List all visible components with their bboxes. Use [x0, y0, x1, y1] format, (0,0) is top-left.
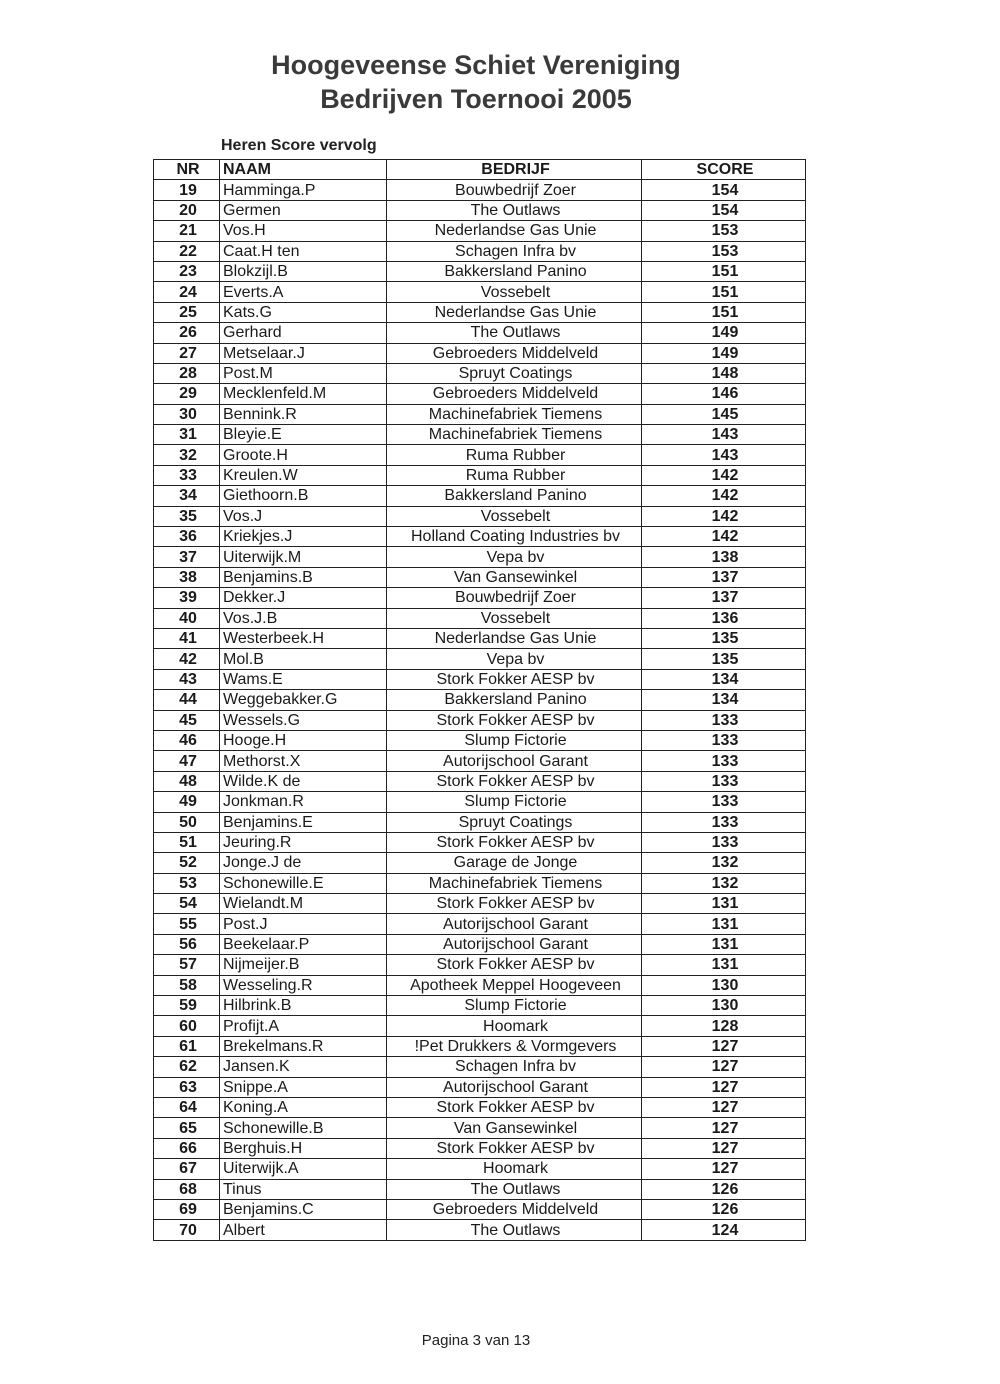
cell-score: 133 — [642, 832, 806, 852]
cell-nr: 28 — [154, 363, 220, 383]
cell-naam: Bennink.R — [220, 404, 387, 424]
cell-naam: Mecklenfeld.M — [220, 384, 387, 404]
cell-score: 131 — [642, 955, 806, 975]
cell-bedrijf: Stork Fokker AESP bv — [387, 955, 642, 975]
cell-naam: Post.J — [220, 914, 387, 934]
table-row — [154, 1220, 806, 1240]
table-row — [154, 221, 806, 241]
table-row — [154, 690, 806, 710]
section-subheading: Heren Score vervolg — [221, 137, 377, 154]
table-row — [154, 1138, 806, 1158]
table-row — [154, 669, 806, 689]
cell-nr: 33 — [154, 465, 220, 485]
cell-naam: Gerhard — [220, 323, 387, 343]
table-row — [154, 751, 806, 771]
table-body — [154, 180, 806, 1240]
cell-bedrijf: Schagen Infra bv — [387, 241, 642, 261]
cell-bedrijf: Bakkersland Panino — [387, 486, 642, 506]
cell-naam: Hooge.H — [220, 730, 387, 750]
cell-score: 142 — [642, 465, 806, 485]
cell-nr: 29 — [154, 384, 220, 404]
cell-score: 131 — [642, 914, 806, 934]
table-row — [154, 649, 806, 669]
cell-nr: 43 — [154, 669, 220, 689]
cell-bedrijf: Gebroeders Middelveld — [387, 1199, 642, 1219]
cell-bedrijf: Ruma Rubber — [387, 445, 642, 465]
table-row — [154, 1057, 806, 1077]
table-row — [154, 261, 806, 281]
table-row — [154, 628, 806, 648]
cell-nr: 65 — [154, 1118, 220, 1138]
cell-score: 127 — [642, 1138, 806, 1158]
cell-bedrijf: The Outlaws — [387, 200, 642, 220]
cell-nr: 53 — [154, 873, 220, 893]
cell-nr: 22 — [154, 241, 220, 261]
cell-nr: 52 — [154, 853, 220, 873]
cell-nr: 41 — [154, 628, 220, 648]
cell-nr: 32 — [154, 445, 220, 465]
cell-bedrijf: The Outlaws — [387, 323, 642, 343]
page-number: Pagina 3 van 13 — [421, 1332, 531, 1349]
cell-nr: 25 — [154, 302, 220, 322]
cell-naam: Methorst.X — [220, 751, 387, 771]
cell-naam: Dekker.J — [220, 588, 387, 608]
cell-nr: 19 — [154, 180, 220, 200]
cell-naam: Brekelmans.R — [220, 1036, 387, 1056]
table-row — [154, 241, 806, 261]
table-row — [154, 771, 806, 791]
document-title — [0, 48, 952, 116]
cell-bedrijf: Stork Fokker AESP bv — [387, 669, 642, 689]
table-row — [154, 1016, 806, 1036]
cell-naam: Benjamins.C — [220, 1199, 387, 1219]
cell-naam: Schonewille.E — [220, 873, 387, 893]
cell-bedrijf: Holland Coating Industries bv — [387, 527, 642, 547]
cell-bedrijf: Van Gansewinkel — [387, 1118, 642, 1138]
column-header-score: SCORE — [642, 160, 806, 180]
cell-bedrijf: Vossebelt — [387, 282, 642, 302]
cell-bedrijf: Stork Fokker AESP bv — [387, 894, 642, 914]
cell-bedrijf: Hoomark — [387, 1159, 642, 1179]
table-row — [154, 363, 806, 383]
cell-score: 126 — [642, 1199, 806, 1219]
cell-naam: Jonkman.R — [220, 792, 387, 812]
cell-score: 151 — [642, 282, 806, 302]
cell-bedrijf: Slump Fictorie — [387, 792, 642, 812]
cell-score: 130 — [642, 975, 806, 995]
cell-bedrijf: Vossebelt — [387, 608, 642, 628]
cell-bedrijf: Stork Fokker AESP bv — [387, 1097, 642, 1117]
cell-score: 124 — [642, 1220, 806, 1240]
cell-nr: 60 — [154, 1016, 220, 1036]
cell-nr: 64 — [154, 1097, 220, 1117]
cell-naam: Uiterwijk.A — [220, 1159, 387, 1179]
table-row — [154, 914, 806, 934]
cell-naam: Benjamins.B — [220, 567, 387, 587]
cell-nr: 31 — [154, 425, 220, 445]
cell-bedrijf: Apotheek Meppel Hoogeveen — [387, 975, 642, 995]
cell-nr: 26 — [154, 323, 220, 343]
cell-nr: 57 — [154, 955, 220, 975]
cell-nr: 68 — [154, 1179, 220, 1199]
table-row — [154, 200, 806, 220]
cell-naam: Nijmeijer.B — [220, 955, 387, 975]
cell-bedrijf: Nederlandse Gas Unie — [387, 628, 642, 648]
cell-nr: 36 — [154, 527, 220, 547]
cell-score: 153 — [642, 241, 806, 261]
cell-score: 127 — [642, 1118, 806, 1138]
cell-score: 128 — [642, 1016, 806, 1036]
table-row — [154, 975, 806, 995]
cell-score: 148 — [642, 363, 806, 383]
cell-score: 151 — [642, 261, 806, 281]
table-row — [154, 1199, 806, 1219]
cell-naam: Giethoorn.B — [220, 486, 387, 506]
cell-score: 131 — [642, 934, 806, 954]
cell-naam: Wessels.G — [220, 710, 387, 730]
cell-nr: 44 — [154, 690, 220, 710]
cell-nr: 56 — [154, 934, 220, 954]
cell-naam: Metselaar.J — [220, 343, 387, 363]
cell-bedrijf: Vepa bv — [387, 547, 642, 567]
cell-bedrijf: Gebroeders Middelveld — [387, 343, 642, 363]
table-row — [154, 955, 806, 975]
cell-nr: 54 — [154, 894, 220, 914]
cell-score: 146 — [642, 384, 806, 404]
cell-naam: Mol.B — [220, 649, 387, 669]
cell-score: 134 — [642, 669, 806, 689]
cell-score: 149 — [642, 343, 806, 363]
table-row — [154, 404, 806, 424]
table-row — [154, 506, 806, 526]
cell-nr: 47 — [154, 751, 220, 771]
cell-score: 127 — [642, 1036, 806, 1056]
cell-score: 132 — [642, 853, 806, 873]
cell-bedrijf: Ruma Rubber — [387, 465, 642, 485]
table-row — [154, 1159, 806, 1179]
cell-naam: Jeuring.R — [220, 832, 387, 852]
cell-naam: Tinus — [220, 1179, 387, 1199]
table-row — [154, 486, 806, 506]
cell-score: 151 — [642, 302, 806, 322]
cell-naam: Kriekjes.J — [220, 527, 387, 547]
cell-naam: Post.M — [220, 363, 387, 383]
cell-nr: 63 — [154, 1077, 220, 1097]
table-row — [154, 343, 806, 363]
cell-score: 127 — [642, 1159, 806, 1179]
cell-bedrijf: Bouwbedrijf Zoer — [387, 588, 642, 608]
table-row — [154, 1179, 806, 1199]
cell-score: 137 — [642, 588, 806, 608]
column-header-naam: NAAM — [220, 160, 387, 180]
cell-naam: Blokzijl.B — [220, 261, 387, 281]
table-row — [154, 608, 806, 628]
cell-score: 143 — [642, 425, 806, 445]
title-line-2: Bedrijven Toernooi 2005 — [320, 84, 632, 114]
cell-bedrijf: Autorijschool Garant — [387, 1077, 642, 1097]
table-row — [154, 730, 806, 750]
cell-bedrijf: Machinefabriek Tiemens — [387, 404, 642, 424]
cell-nr: 42 — [154, 649, 220, 669]
cell-score: 133 — [642, 710, 806, 730]
cell-nr: 66 — [154, 1138, 220, 1158]
table-row — [154, 588, 806, 608]
cell-score: 143 — [642, 445, 806, 465]
cell-nr: 61 — [154, 1036, 220, 1056]
cell-bedrijf: Stork Fokker AESP bv — [387, 710, 642, 730]
cell-score: 130 — [642, 996, 806, 1016]
cell-naam: Wilde.K de — [220, 771, 387, 791]
table-row — [154, 894, 806, 914]
table-row — [154, 180, 806, 200]
cell-bedrijf: Vossebelt — [387, 506, 642, 526]
cell-score: 135 — [642, 628, 806, 648]
table-row — [154, 547, 806, 567]
cell-nr: 21 — [154, 221, 220, 241]
cell-score: 133 — [642, 730, 806, 750]
cell-naam: Berghuis.H — [220, 1138, 387, 1158]
column-header-bedrijf: BEDRIJF — [387, 160, 642, 180]
table-row — [154, 832, 806, 852]
table-row — [154, 465, 806, 485]
table-row — [154, 812, 806, 832]
table-row — [154, 302, 806, 322]
cell-bedrijf: Machinefabriek Tiemens — [387, 425, 642, 445]
cell-bedrijf: Autorijschool Garant — [387, 751, 642, 771]
cell-bedrijf: Nederlandse Gas Unie — [387, 221, 642, 241]
cell-score: 132 — [642, 873, 806, 893]
cell-naam: Wielandt.M — [220, 894, 387, 914]
cell-naam: Jonge.J de — [220, 853, 387, 873]
cell-score: 127 — [642, 1057, 806, 1077]
cell-naam: Profijt.A — [220, 1016, 387, 1036]
cell-naam: Germen — [220, 200, 387, 220]
cell-nr: 20 — [154, 200, 220, 220]
cell-score: 154 — [642, 180, 806, 200]
cell-bedrijf: Autorijschool Garant — [387, 934, 642, 954]
cell-nr: 39 — [154, 588, 220, 608]
cell-nr: 27 — [154, 343, 220, 363]
cell-nr: 30 — [154, 404, 220, 424]
cell-score: 137 — [642, 567, 806, 587]
cell-bedrijf: Stork Fokker AESP bv — [387, 1138, 642, 1158]
cell-nr: 51 — [154, 832, 220, 852]
cell-bedrijf: Van Gansewinkel — [387, 567, 642, 587]
cell-nr: 46 — [154, 730, 220, 750]
cell-bedrijf: Bakkersland Panino — [387, 261, 642, 281]
cell-score: 149 — [642, 323, 806, 343]
table-row — [154, 1118, 806, 1138]
cell-score: 153 — [642, 221, 806, 241]
cell-naam: Snippe.A — [220, 1077, 387, 1097]
cell-score: 142 — [642, 486, 806, 506]
table-row — [154, 384, 806, 404]
cell-nr: 23 — [154, 261, 220, 281]
cell-nr: 34 — [154, 486, 220, 506]
cell-score: 138 — [642, 547, 806, 567]
cell-bedrijf: Slump Fictorie — [387, 996, 642, 1016]
title-line-1: Hoogeveense Schiet Vereniging — [271, 50, 681, 80]
cell-bedrijf: Garage de Jonge — [387, 853, 642, 873]
cell-naam: Westerbeek.H — [220, 628, 387, 648]
cell-naam: Uiterwijk.M — [220, 547, 387, 567]
table-row — [154, 853, 806, 873]
table-row — [154, 527, 806, 547]
cell-bedrijf: Stork Fokker AESP bv — [387, 771, 642, 791]
cell-score: 127 — [642, 1077, 806, 1097]
cell-score: 133 — [642, 771, 806, 791]
cell-naam: Kats.G — [220, 302, 387, 322]
cell-score: 134 — [642, 690, 806, 710]
cell-score: 142 — [642, 527, 806, 547]
cell-bedrijf: !Pet Drukkers & Vormgevers — [387, 1036, 642, 1056]
cell-nr: 40 — [154, 608, 220, 628]
cell-naam: Jansen.K — [220, 1057, 387, 1077]
cell-score: 126 — [642, 1179, 806, 1199]
cell-bedrijf: The Outlaws — [387, 1220, 642, 1240]
cell-naam: Wams.E — [220, 669, 387, 689]
cell-naam: Wesseling.R — [220, 975, 387, 995]
cell-nr: 58 — [154, 975, 220, 995]
cell-naam: Bleyie.E — [220, 425, 387, 445]
cell-naam: Caat.H ten — [220, 241, 387, 261]
cell-bedrijf: Bakkersland Panino — [387, 690, 642, 710]
cell-bedrijf: Machinefabriek Tiemens — [387, 873, 642, 893]
cell-naam: Vos.H — [220, 221, 387, 241]
table-row — [154, 934, 806, 954]
cell-nr: 48 — [154, 771, 220, 791]
cell-bedrijf: Bouwbedrijf Zoer — [387, 180, 642, 200]
cell-naam: Everts.A — [220, 282, 387, 302]
cell-naam: Schonewille.B — [220, 1118, 387, 1138]
cell-score: 133 — [642, 751, 806, 771]
cell-naam: Vos.J — [220, 506, 387, 526]
cell-bedrijf: Stork Fokker AESP bv — [387, 832, 642, 852]
table-row — [154, 996, 806, 1016]
score-table — [153, 159, 806, 1241]
cell-nr: 69 — [154, 1199, 220, 1219]
table-row — [154, 873, 806, 893]
table-row — [154, 710, 806, 730]
cell-nr: 35 — [154, 506, 220, 526]
cell-bedrijf: The Outlaws — [387, 1179, 642, 1199]
cell-bedrijf: Spruyt Coatings — [387, 363, 642, 383]
cell-naam: Albert — [220, 1220, 387, 1240]
cell-bedrijf: Gebroeders Middelveld — [387, 384, 642, 404]
cell-score: 142 — [642, 506, 806, 526]
cell-bedrijf: Vepa bv — [387, 649, 642, 669]
cell-score: 131 — [642, 894, 806, 914]
table-row — [154, 792, 806, 812]
table-row — [154, 282, 806, 302]
cell-nr: 45 — [154, 710, 220, 730]
table-header-row — [154, 160, 806, 180]
cell-nr: 55 — [154, 914, 220, 934]
cell-bedrijf: Autorijschool Garant — [387, 914, 642, 934]
table-row — [154, 445, 806, 465]
table-row — [154, 425, 806, 445]
cell-nr: 62 — [154, 1057, 220, 1077]
cell-nr: 49 — [154, 792, 220, 812]
cell-score: 133 — [642, 792, 806, 812]
cell-naam: Koning.A — [220, 1097, 387, 1117]
cell-naam: Beekelaar.P — [220, 934, 387, 954]
cell-nr: 37 — [154, 547, 220, 567]
cell-naam: Hilbrink.B — [220, 996, 387, 1016]
cell-bedrijf: Nederlandse Gas Unie — [387, 302, 642, 322]
cell-bedrijf: Hoomark — [387, 1016, 642, 1036]
table-row — [154, 1077, 806, 1097]
cell-bedrijf: Slump Fictorie — [387, 730, 642, 750]
cell-score: 136 — [642, 608, 806, 628]
cell-naam: Kreulen.W — [220, 465, 387, 485]
cell-score: 127 — [642, 1097, 806, 1117]
cell-bedrijf: Schagen Infra bv — [387, 1057, 642, 1077]
cell-nr: 38 — [154, 567, 220, 587]
column-header-nr: NR — [154, 160, 220, 180]
cell-naam: Weggebakker.G — [220, 690, 387, 710]
cell-nr: 70 — [154, 1220, 220, 1240]
cell-bedrijf: Spruyt Coatings — [387, 812, 642, 832]
table-row — [154, 567, 806, 587]
cell-nr: 67 — [154, 1159, 220, 1179]
table-row — [154, 1097, 806, 1117]
cell-nr: 24 — [154, 282, 220, 302]
cell-score: 135 — [642, 649, 806, 669]
table-row — [154, 1036, 806, 1056]
cell-nr: 50 — [154, 812, 220, 832]
cell-score: 145 — [642, 404, 806, 424]
cell-nr: 59 — [154, 996, 220, 1016]
cell-naam: Benjamins.E — [220, 812, 387, 832]
cell-score: 133 — [642, 812, 806, 832]
cell-naam: Groote.H — [220, 445, 387, 465]
table-row — [154, 323, 806, 343]
cell-score: 154 — [642, 200, 806, 220]
cell-naam: Vos.J.B — [220, 608, 387, 628]
cell-naam: Hamminga.P — [220, 180, 387, 200]
